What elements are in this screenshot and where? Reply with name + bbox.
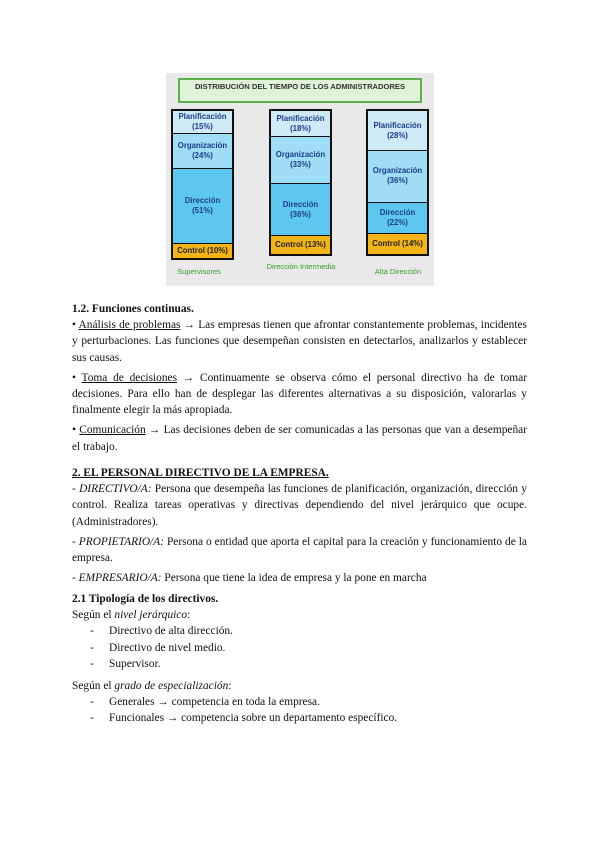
list-item: - Funcionales → competencia sobre un departamento específico. [90, 712, 398, 725]
definition-propietario: - PROPIETARIO/A: Persona o entidad que aporta el capital para la creación y funcionamiento de la empresa. [72, 535, 527, 565]
definition-directivo: - DIRECTIVO/A: Persona que desempeña las funciones de planificación, organización, dirección y control. Realiza tareas operativas y directivas dependiendo del nivel jerárquico que ocupe. (Administradores). [72, 483, 527, 528]
list-nivel-jerarquico [72, 623, 527, 672]
segment-direccion: Dirección (22%) [368, 202, 427, 234]
column-label-direccion-intermedia: Dirección Intermedia [266, 262, 336, 271]
section-heading: 2. EL PERSONAL DIRECTIVO DE LA EMPRESA. [72, 467, 329, 479]
list-item: - Directivo de alta dirección. [90, 625, 233, 638]
segment-control: Control (10%) [173, 243, 232, 258]
column-direccion-intermedia [269, 109, 332, 256]
segment-organizacion: Organización (24%) [173, 133, 232, 169]
paragraph-toma-decisiones: • Toma de decisiones → Continuamente se observa cómo el personal directivo ha de tomar decisiones. Para ello han de desplegar las diferentes alternativas a su disposición, valorarlas y finalmente elegir la más apropiada. [72, 371, 527, 417]
group-intro-especializacion: Según el grado de especialización: [72, 680, 232, 693]
segment-planificacion: Planificación (15%) [173, 111, 232, 133]
segment-planificacion: Planificación (18%) [271, 111, 330, 136]
segment-direccion: Dirección (36%) [271, 183, 330, 234]
paragraph-comunicacion: • Comunicación → Las decisiones deben de ser comunicadas a las personas que van a desempeñar el trabajo. [72, 424, 527, 453]
term-analisis: Análisis de problemas [78, 319, 181, 332]
column-label-supervisores: Supervisores [177, 267, 221, 276]
group-intro-nivel: Según el nivel jerárquico: [72, 609, 191, 622]
segment-organizacion: Organización (33%) [271, 136, 330, 183]
section-funciones-continuas [72, 301, 527, 455]
paragraph-analisis: • Análisis de problemas → Las empresas tienen que afrontar constantemente problemas, incidentes y perturbaciones. Las funciones que desempeñan consisten en detectarlos, analizarlos y establecer sus causas. [72, 319, 527, 364]
term-toma-decisiones: Toma de decisiones [81, 371, 178, 384]
section-tipologia [72, 591, 527, 727]
list-item: - Supervisor. [90, 657, 161, 670]
segment-control: Control (13%) [271, 235, 330, 254]
column-label-alta-direccion: Alta Dirección [374, 267, 422, 276]
column-supervisores [171, 109, 234, 260]
column-alta-direccion [366, 109, 429, 256]
section-heading: 1.2. Funciones continuas. [72, 303, 194, 315]
definition-empresario: - EMPRESARIO/A: Persona que tiene la idea de empresa y la pone en marcha [72, 572, 427, 585]
list-grado-especializacion [72, 694, 527, 726]
list-item: - Generales → competencia en toda la empresa. [90, 696, 320, 709]
section-heading: 2.1 Tipología de los directivos. [72, 593, 219, 605]
term-comunicacion: Comunicación [79, 424, 146, 437]
time-distribution-figure [166, 73, 434, 286]
segment-planificacion: Planificación (28%) [368, 111, 427, 150]
section-personal-directivo [72, 465, 527, 586]
list-item: - Directivo de nivel medio. [90, 641, 226, 654]
segment-control: Control (14%) [368, 233, 427, 254]
figure-title: DISTRIBUCIÓN DEL TIEMPO DE LOS ADMINISTRADORES [178, 78, 422, 103]
segment-organizacion: Organización (36%) [368, 150, 427, 201]
segment-direccion: Dirección (51%) [173, 168, 232, 242]
